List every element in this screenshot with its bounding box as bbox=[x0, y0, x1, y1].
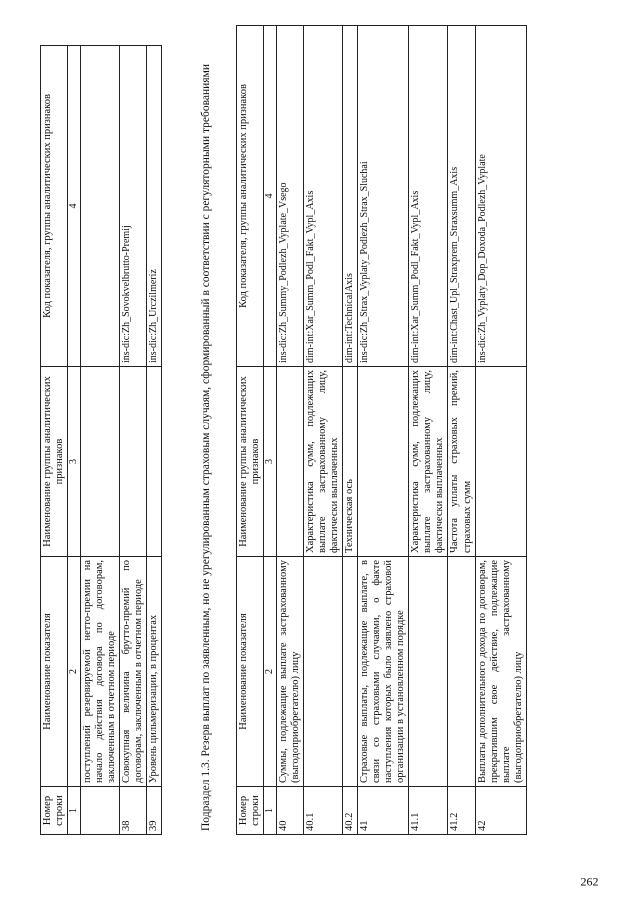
row-number: 41 bbox=[358, 787, 409, 835]
row-number: 40 bbox=[276, 787, 303, 835]
indicator-name bbox=[303, 557, 342, 787]
col-number: 4 bbox=[68, 46, 81, 367]
header-group-name: Наименование группы аналитических признаков bbox=[237, 367, 264, 557]
header-code: Код показателя, группы аналитических признаков bbox=[237, 26, 264, 367]
col-number: 3 bbox=[264, 367, 277, 557]
table-header-row bbox=[41, 46, 68, 835]
header-indicator-name: Наименование показателя bbox=[41, 557, 68, 787]
indicator-code: ins-dic:Zh_Strax_Vyplaty_Podlezh_Strax_Sluchai bbox=[358, 26, 409, 367]
table-row bbox=[119, 46, 146, 835]
indicator-name: Совокупная величина брутто-премий по договорам, заключенным в отчетном периоде bbox=[119, 557, 146, 787]
table-row bbox=[80, 46, 119, 835]
row-number: 41.2 bbox=[448, 787, 475, 835]
group-name bbox=[276, 367, 303, 557]
header-indicator-name: Наименование показателя bbox=[237, 557, 264, 787]
table-row bbox=[448, 26, 475, 835]
group-name bbox=[119, 367, 146, 557]
indicator-name: поступлений резервируемой нетто-премии на начало действия договора по договорам, заключенным в отчетном периоде bbox=[80, 557, 119, 787]
indicator-code: ins-dic:Zh_Sovokvelbrutto-Premij bbox=[119, 46, 146, 367]
col-number: 1 bbox=[68, 787, 81, 835]
row-number: 42 bbox=[475, 787, 526, 835]
indicator-table-continued bbox=[40, 45, 162, 835]
row-number: 39 bbox=[146, 787, 161, 835]
table-row bbox=[303, 26, 342, 835]
row-number: 40.2 bbox=[342, 787, 357, 835]
header-row-number: Номер строки bbox=[41, 787, 68, 835]
group-name: Частота уплаты страховых премий, страховых сумм bbox=[448, 367, 475, 557]
indicator-table bbox=[236, 25, 527, 835]
group-name bbox=[358, 367, 409, 557]
header-row-number: Номер строки bbox=[237, 787, 264, 835]
indicator-name: Уровень цильмеризации, в процентах bbox=[146, 557, 161, 787]
indicator-code: ins-dic:Zh_Summy_Podlezh_Vyplate_Vsego bbox=[276, 26, 303, 367]
header-group-name: Наименование группы аналитических признаков bbox=[41, 367, 68, 557]
table-row bbox=[276, 26, 303, 835]
column-number-row bbox=[264, 26, 277, 835]
indicator-name bbox=[409, 557, 448, 787]
table-row bbox=[358, 26, 409, 835]
group-name bbox=[80, 367, 119, 557]
col-number: 2 bbox=[68, 557, 81, 787]
table-row bbox=[409, 26, 448, 835]
header-code: Код показателя, группы аналитических признаков bbox=[41, 46, 68, 367]
group-name: Характеристика сумм, подлежащих выплате застрахованному лицу, фактически выплаченных bbox=[409, 367, 448, 557]
indicator-name: Выплаты дополнительного дохода по договорам, прекратившим свое действие, подлежащие выплате застрахованному (выгодоприобретателю) лицу bbox=[475, 557, 526, 787]
group-name bbox=[146, 367, 161, 557]
subsection-title: Подраздел 1.3. Резерв выплат по заявленным, но не урегулированным страховым случаям, сформированный в соответствии с регуляторными требованиями bbox=[200, 63, 212, 831]
col-number: 1 bbox=[264, 787, 277, 835]
row-number bbox=[80, 787, 119, 835]
indicator-name bbox=[342, 557, 357, 787]
table-row bbox=[342, 26, 357, 835]
table-row bbox=[146, 46, 161, 835]
indicator-code bbox=[80, 46, 119, 367]
col-number: 3 bbox=[68, 367, 81, 557]
group-name: Характеристика сумм, подлежащих выплате застрахованному лицу, фактически выплаченных bbox=[303, 367, 342, 557]
indicator-code: dim-int:Chast_Upl_Straxprem_Straxsumm_Axis bbox=[448, 26, 475, 367]
col-number: 2 bbox=[264, 557, 277, 787]
row-number: 40.1 bbox=[303, 787, 342, 835]
indicator-code: dim-int:Xar_Summ_Podl_Fakt_Vypl_Axis bbox=[303, 26, 342, 367]
indicator-code: dim-int:TechnicalAxis bbox=[342, 26, 357, 367]
indicator-code: ins-dic:Zh_Urczilmeriz bbox=[146, 46, 161, 367]
indicator-name: Суммы, подлежащие выплате застрахованному (выгодоприобретателю) лицу bbox=[276, 557, 303, 787]
page-number: 262 bbox=[580, 874, 599, 889]
group-name bbox=[475, 367, 526, 557]
indicator-code: ins-dic:Zh_Vyplaty_Dop_Doxoda_Podlezh_Vyplate bbox=[475, 26, 526, 367]
indicator-name: Страховые выплаты, подлежащие выплате, в связи со страховыми случаями, о факте наступления которых было заявлено страховой организации в установленном порядке bbox=[358, 557, 409, 787]
table-header-row bbox=[237, 26, 264, 835]
row-number: 38 bbox=[119, 787, 146, 835]
indicator-name bbox=[448, 557, 475, 787]
indicator-code: dim-int:Xar_Summ_Podl_Fakt_Vypl_Axis bbox=[409, 26, 448, 367]
group-name: Техническая ось bbox=[342, 367, 357, 557]
row-number: 41.1 bbox=[409, 787, 448, 835]
column-number-row bbox=[68, 46, 81, 835]
table-row bbox=[475, 26, 526, 835]
col-number: 4 bbox=[264, 26, 277, 367]
